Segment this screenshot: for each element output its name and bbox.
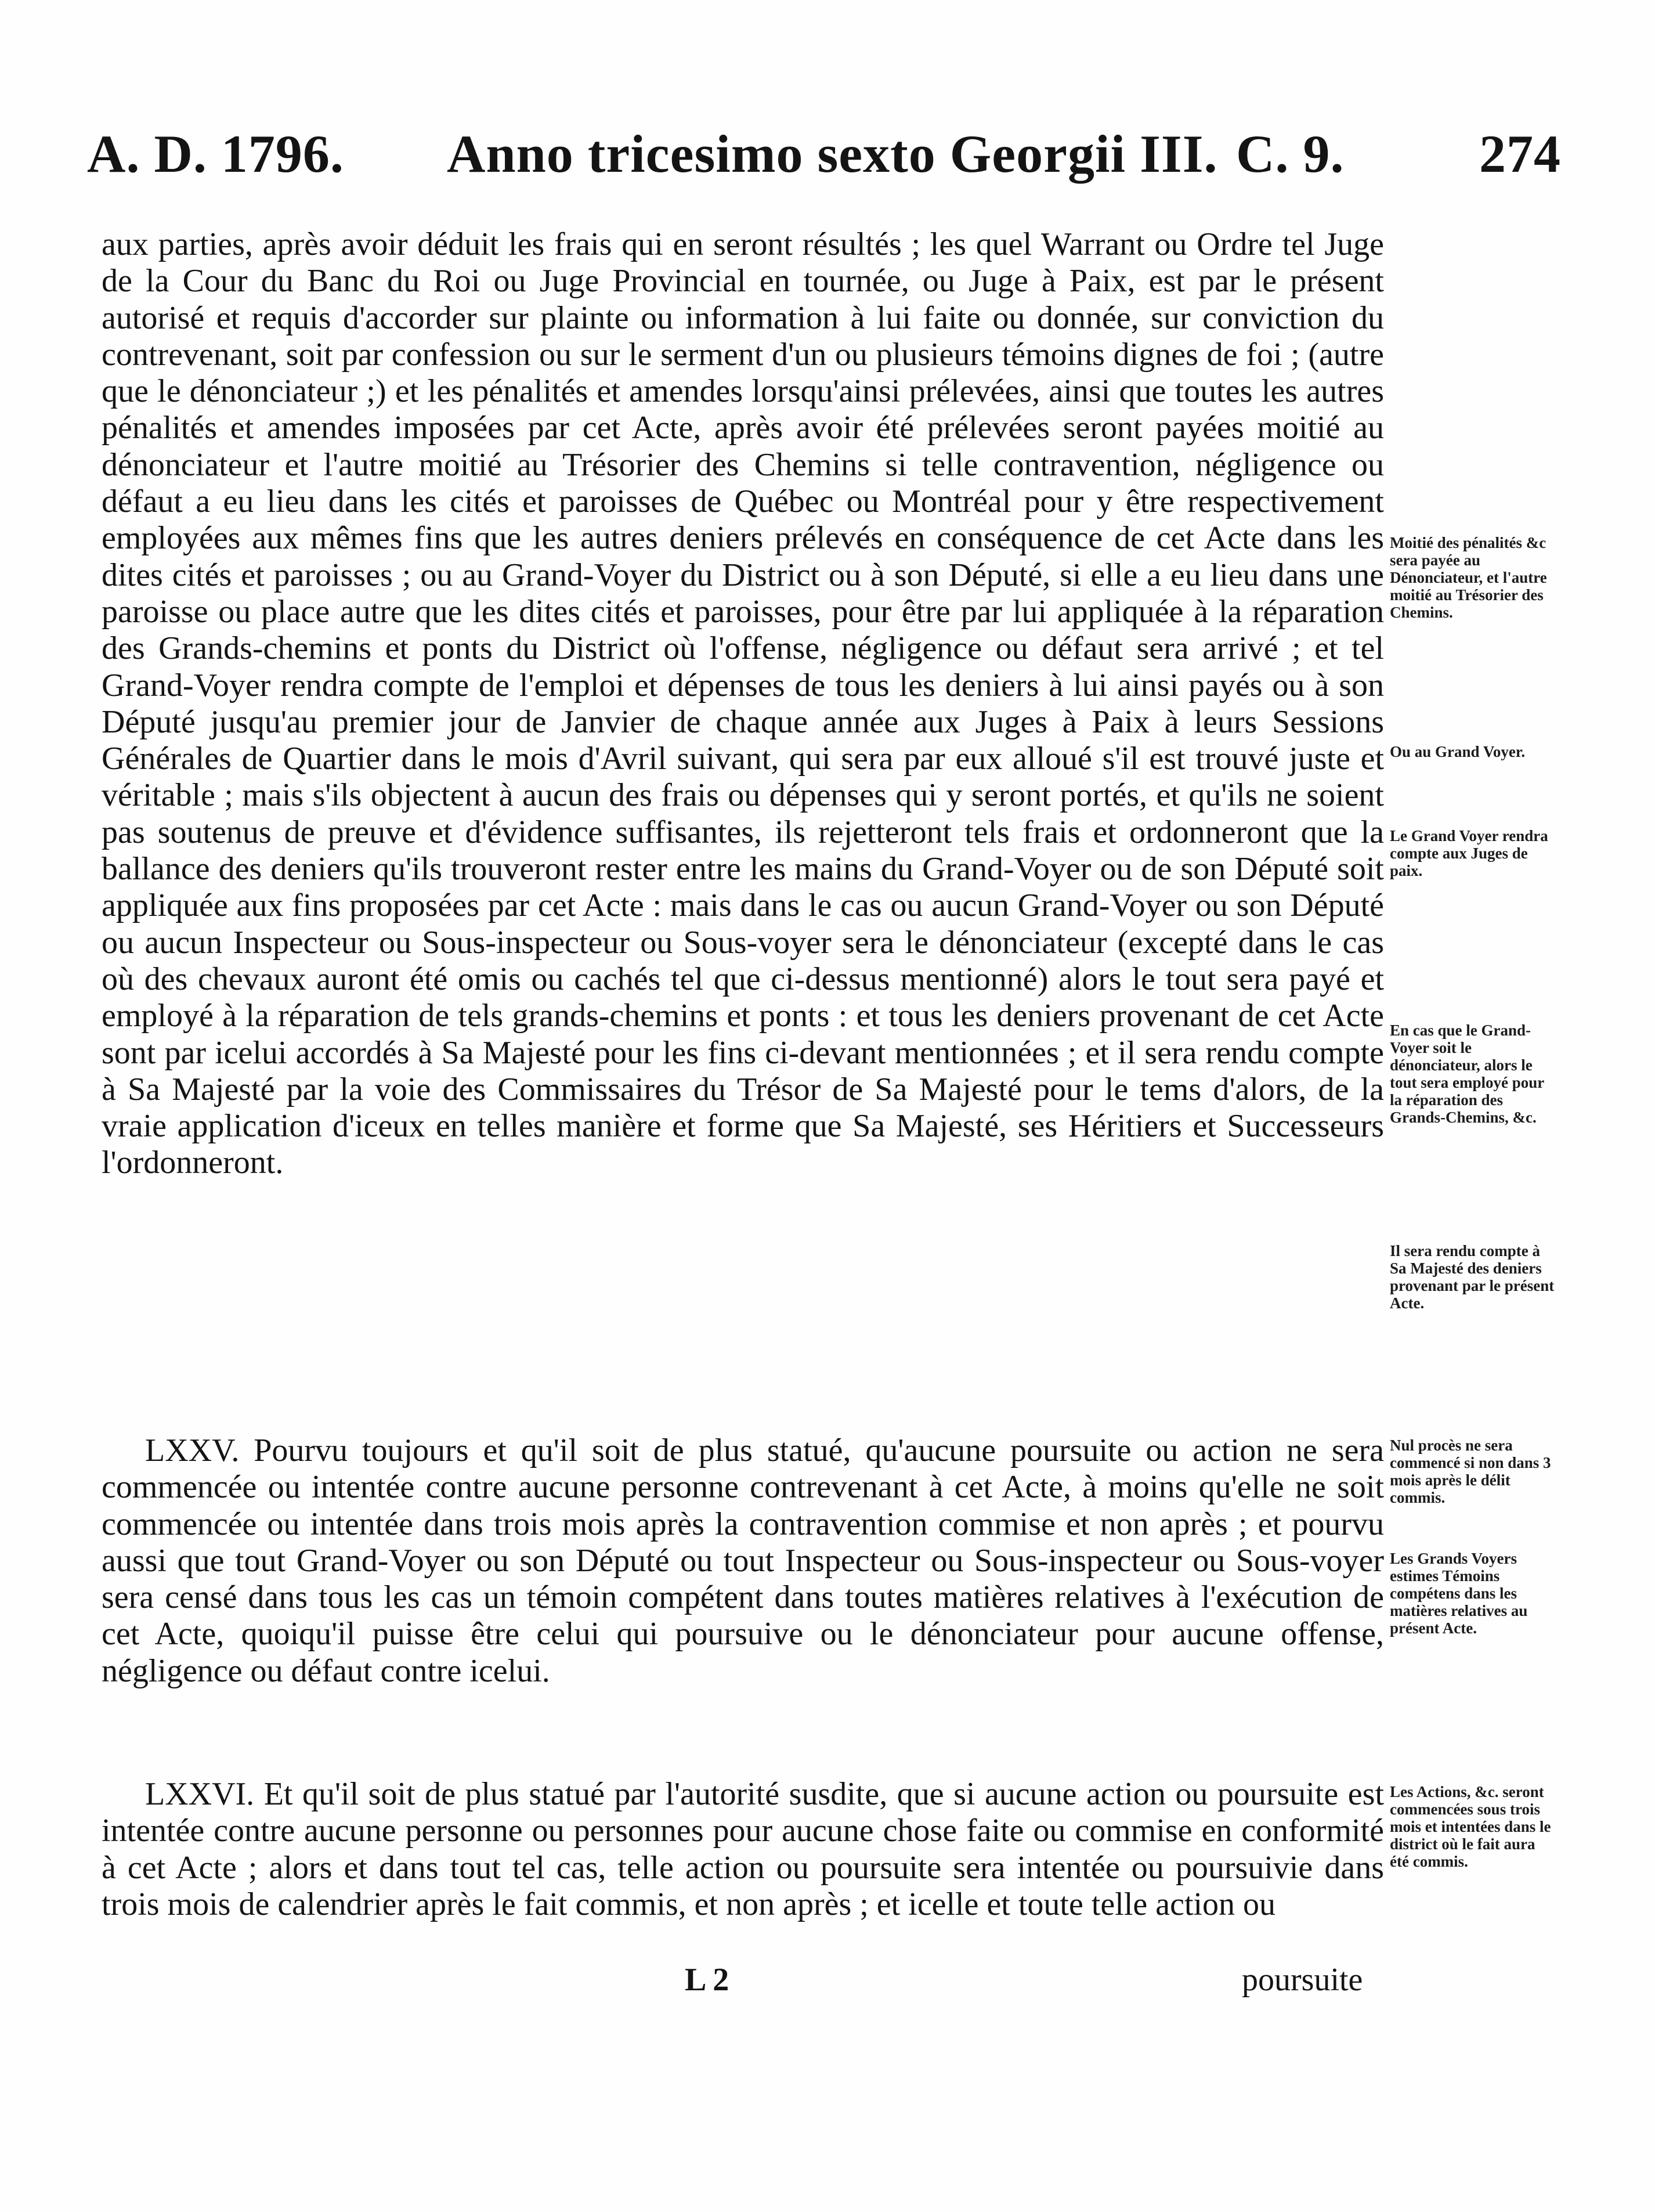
section-lxxvi-text: LXXVI. Et qu'il soit de plus statué par l'autorité susdite, que si aucune action ou poursuite est intentée contre aucune personne ou personnes pour aucune chose faite ou commise en conformité à cet Acte ; alors et dans tout tel cas, telle action ou poursuite sera intentée ou poursuivie dans trois mois de calendrier après le fait commis, et non après ; et icelle et toute telle action ou — [102, 1776, 1384, 1922]
section-lxxv-text: LXXV. Pourvu toujours et qu'il soit de plus statué, qu'aucune poursuite ou action ne sera commencée ou intentée contre aucune personne contrevenant à cet Acte, à moins qu'elle ne soit commencée ou intentée dans trois mois après la contravention commise et non après ; et pourvu aussi que tout Grand-Voyer ou son Député ou tout Inspecteur ou Sous-inspecteur ou Sous-voyer sera censé dans tous les cas un témoin compétent dans toutes matières relatives à l'exécution de cet Acte, quoiqu'il puisse être celui qui poursuive ou le dénonciateur pour aucune offense, négligence ou défaut contre icelui. — [102, 1432, 1384, 1689]
margin-note: Les Actions, &c. seront commencées sous trois mois et intentées dans le district où le fait aura été commis. — [1390, 1783, 1551, 1870]
margin-note: Il sera rendu compte à Sa Majesté des deniers provenant par le présent Acte. — [1390, 1242, 1555, 1312]
header-chapter: C. 9. — [1236, 124, 1345, 183]
page-number: 274 — [1479, 124, 1561, 183]
catchword: poursuite — [1242, 1962, 1363, 1998]
margin-note: Nul procès ne sera commencé si non dans 3 mois après le délit commis. — [1390, 1437, 1551, 1506]
section-lxxvi — [102, 1776, 1384, 1923]
signature-mark: L 2 — [685, 1962, 729, 1998]
margin-note: Moitié des pénalités &c sera payée au Dénonciateur, et l'autre moitié au Trésorier des Chemins. — [1390, 534, 1547, 621]
header-year: A. D. 1796. — [87, 124, 344, 183]
margin-note: Le Grand Voyer rendra compte aux Juges de paix. — [1390, 827, 1548, 879]
margin-note: Les Grands Voyers estimes Témoins compétens dans les matières relatives au présent Acte. — [1390, 1550, 1528, 1637]
header-title: Anno tricesimo sexto Georgii III. — [447, 124, 1218, 183]
margin-note: En cas que le Grand-Voyer soit le dénonciateur, alors le tout sera employé pour la réparation des Grands-Chemins, &c. — [1390, 1022, 1544, 1126]
continuation-text: aux parties, après avoir déduit les frais qui en seront résultés ; les quel Warrant ou Ordre tel Juge de la Cour du Banc du Roi ou Juge Provincial en tournée, ou Juge à Paix, est par le présent autorisé et requis d'accorder sur plainte ou information à lui faite ou donnée, sur conviction du contrevenant, soit par confession ou sur le serment d'un ou plusieurs témoins dignes de foi ; (autre que le dénonciateur ;) et les pénalités et amendes lorsqu'ainsi prélevées, ainsi que toutes les autres pénalités et amendes imposées par cet Acte, après avoir été prélevées seront payées moitié au dénonciateur et l'autre moitié au Trésorier des Chemins si telle contravention, négligence ou défaut a eu lieu dans les cités et paroisses de Québec ou Montréal pour y être respectivement employées aux mêmes fins que les autres deniers prélevés en conséquence de cet Acte dans les dites cités et paroisses ; ou au Grand-Voyer du District ou à son Député, si elle a eu lieu dans une paroisse ou place autre que les dites cités et paroisses, pour être par lui appliquée à la réparation des Grands-chemins et ponts du District où l'offense, négligence ou défaut sera arrivé ; et tel Grand-Voyer rendra compte de l'emploi et dépenses de tous les deniers à lui ainsi payés ou à son Député jusqu'au premier jour de Janvier de chaque année aux Juges à Paix à leurs Sessions Générales de Quartier dans le mois d'Avril suivant, qui sera par eux alloué s'il est trouvé juste et véritable ; mais s'ils objectent à aucun des frais ou dépenses qui y seront portés, et qu'ils ne soient pas soutenus de preuve et d'évidence suffisantes, ils rejetteront tels frais et ordonneront que la ballance des deniers qu'ils trouveront rester entre les mains du Grand-Voyer ou de son Député soit appliquée aux fins proposées par cet Acte : mais dans le cas ou aucun Grand-Voyer ou son Député ou aucun Inspecteur ou Sous-inspecteur ou Sous-voyer sera le dénonciateur (excepté dans le cas où des chevaux auront été omis ou cachés tel que ci-dessus mentionné) alors le tout sera payé et employé à la réparation de tels grands-chemins et ponts : et tous les deniers provenant de cet Acte sont par icelui accordés à Sa Majesté pour les fins ci-devant mentionnées ; et il sera rendu compte à Sa Majesté par la voie des Commissaires du Trésor de Sa Majesté pour le tems d'alors, de la vraie application d'iceux en telles manière et forme que Sa Majesté, ses Héritiers et Successeurs l'ordonneront. — [102, 226, 1384, 1181]
section-lxxv — [102, 1432, 1384, 1690]
margin-note: Ou au Grand Voyer. — [1390, 743, 1526, 760]
running-header — [87, 116, 1561, 192]
continuation-paragraph — [102, 226, 1384, 1182]
